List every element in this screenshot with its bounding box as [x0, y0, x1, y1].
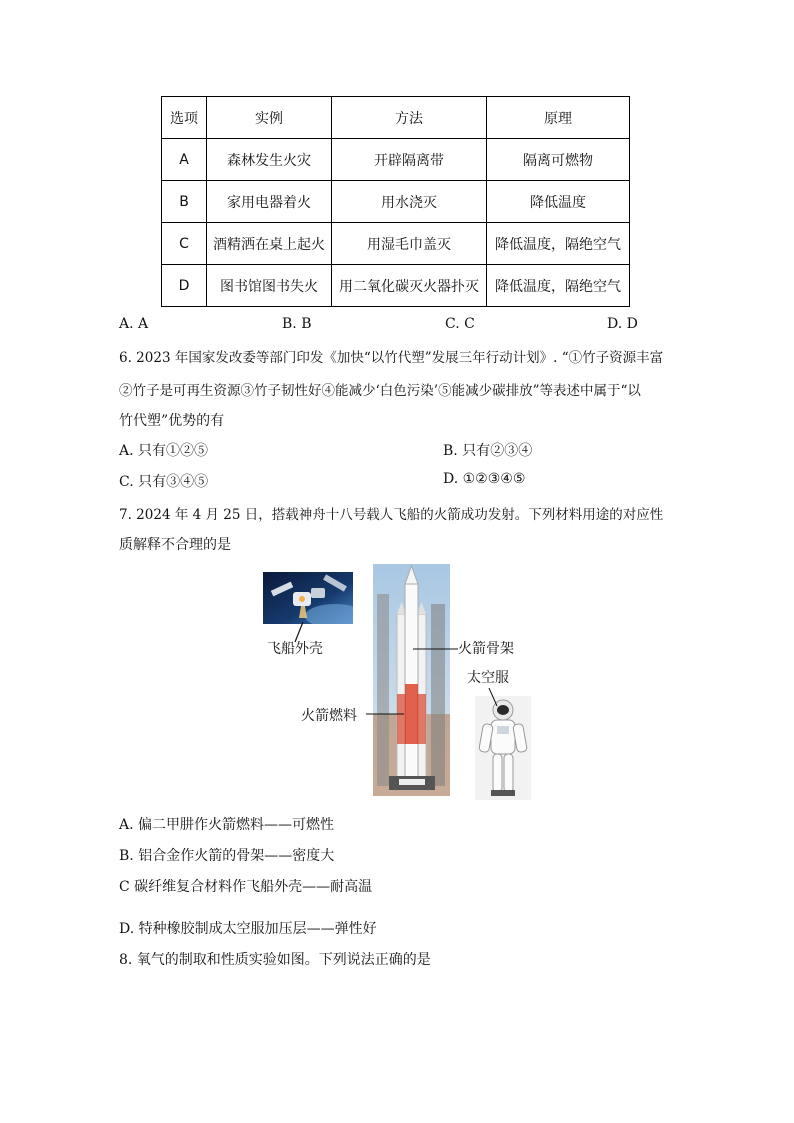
- table-row: [162, 265, 630, 307]
- table-cell: 图书馆图书失火: [207, 265, 332, 307]
- fuel-pointer-line: [366, 709, 406, 719]
- header-principle: 原理: [487, 97, 630, 139]
- q6-option-b[interactable]: B. 只有②③④: [443, 443, 533, 459]
- spacecraft-image: [263, 572, 353, 624]
- label-rocket-fuel: 火箭燃料: [301, 708, 357, 724]
- table-cell: 家用电器着火: [207, 181, 332, 223]
- table-cell: D: [162, 265, 207, 307]
- fire-extinguish-table: [161, 96, 630, 307]
- q5-choice-b[interactable]: B. B: [282, 316, 312, 332]
- suit-pointer-line: [487, 688, 501, 710]
- q7-option-c[interactable]: C 碳纤维复合材料作飞船外壳——耐高温: [119, 879, 373, 895]
- table-cell: 用二氧化碳灭火器扑灭: [332, 265, 487, 307]
- q8-stem: 8. 氧气的制取和性质实验如图。下列说法正确的是: [119, 952, 431, 968]
- table-cell: 用湿毛巾盖灭: [332, 223, 487, 265]
- q7-option-d[interactable]: D. 特种橡胶制成太空服加压层——弹性好: [119, 921, 377, 937]
- table-row: [162, 223, 630, 265]
- table-cell: 用水浇灭: [332, 181, 487, 223]
- rocket-figure: [263, 564, 543, 800]
- q5-choice-c[interactable]: C. C: [445, 316, 475, 332]
- label-spacesuit: 太空服: [467, 670, 509, 686]
- q7-stem-line1: 7. 2024 年 4 月 25 日，搭载神舟十八号载人飞船的火箭成功发射。下列材料用途的对应性: [119, 507, 664, 523]
- table-cell: B: [162, 181, 207, 223]
- table-cell: 降低温度: [487, 181, 630, 223]
- rocket-image: [373, 564, 450, 796]
- table-cell: 降低温度，隔绝空气: [487, 265, 630, 307]
- q6-option-c[interactable]: C. 只有③④⑤: [119, 474, 209, 490]
- q5-choice-a[interactable]: A. A: [119, 316, 149, 332]
- frame-pointer-line: [413, 644, 463, 654]
- table-header-row: [162, 97, 630, 139]
- q6-stem-line2: ②竹子是可再生资源③竹子韧性好④能减少‘白色污染’⑤能减少碳排放”等表述中属于“以: [119, 383, 641, 399]
- q7-stem-line2: 质解释不合理的是: [119, 537, 231, 553]
- table-cell: C: [162, 223, 207, 265]
- q6-stem-line3: 竹代塑”优势的有: [119, 413, 225, 429]
- q7-option-a[interactable]: A. 偏二甲肼作火箭燃料——可燃性: [119, 817, 335, 833]
- table-row: [162, 181, 630, 223]
- label-spacecraft-shell: 飞船外壳: [267, 641, 323, 657]
- q6-option-a[interactable]: A. 只有①②⑤: [119, 443, 209, 459]
- q6-stem-line1: 6. 2023 年国家发改委等部门印发《加快“以竹代塑”发展三年行动计划》. “①竹子资源丰富: [119, 350, 664, 366]
- table-cell: 降低温度，隔绝空气: [487, 223, 630, 265]
- table-row: [162, 139, 630, 181]
- q5-choice-d[interactable]: D. D: [607, 316, 638, 332]
- label-rocket-frame: 火箭骨架: [458, 641, 514, 657]
- table-cell: 酒精洒在桌上起火: [207, 223, 332, 265]
- table-cell: 隔离可燃物: [487, 139, 630, 181]
- q6-option-d[interactable]: D. ①②③④⑤: [443, 471, 526, 487]
- header-option: 选项: [162, 97, 207, 139]
- spacesuit-image: [475, 696, 531, 800]
- table-cell: A: [162, 139, 207, 181]
- q7-option-b[interactable]: B. 铝合金作火箭的骨架——密度大: [119, 848, 335, 864]
- table-cell: 开辟隔离带: [332, 139, 487, 181]
- header-method: 方法: [332, 97, 487, 139]
- table-cell: 森林发生火灾: [207, 139, 332, 181]
- header-example: 实例: [207, 97, 332, 139]
